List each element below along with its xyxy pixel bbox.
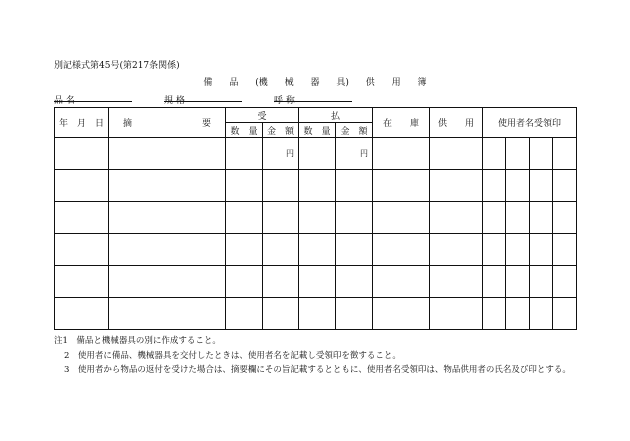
table-cell[interactable] <box>553 170 577 202</box>
table-cell[interactable] <box>553 234 577 266</box>
spec-label: 規 格 <box>164 96 185 106</box>
table-cell[interactable] <box>226 298 263 330</box>
table-cell[interactable] <box>299 170 336 202</box>
title-char: 用 <box>391 78 401 88</box>
table-cell[interactable] <box>55 298 109 330</box>
table-cell[interactable] <box>506 298 530 330</box>
table-cell[interactable] <box>109 234 226 266</box>
table-cell[interactable] <box>299 138 336 170</box>
table-cell[interactable] <box>553 298 577 330</box>
title-char: 備 <box>203 78 213 88</box>
table-cell[interactable] <box>483 234 506 266</box>
summary-header <box>109 108 226 138</box>
table-cell[interactable] <box>263 266 299 298</box>
table-row <box>55 266 577 298</box>
user-seal-header: 使用者名受領印 <box>483 108 577 138</box>
table-cell[interactable] <box>483 266 506 298</box>
supply-header: 供 用 <box>430 108 483 138</box>
table-cell[interactable] <box>336 234 373 266</box>
table-cell[interactable] <box>336 298 373 330</box>
table-cell[interactable] <box>226 138 263 170</box>
table-cell[interactable] <box>483 298 506 330</box>
table-cell[interactable] <box>430 138 483 170</box>
call-name-line[interactable] <box>274 101 352 102</box>
table-cell[interactable] <box>263 298 299 330</box>
spec-line[interactable] <box>164 101 242 102</box>
notes <box>54 334 571 378</box>
yen-unit: 円 <box>286 148 295 158</box>
table-cell[interactable] <box>483 170 506 202</box>
receipt-quantity-header: 数 量 <box>226 123 263 138</box>
table-cell[interactable] <box>506 202 530 234</box>
table-cell[interactable] <box>263 234 299 266</box>
table-cell[interactable] <box>336 138 373 170</box>
yen-unit: 円 <box>360 148 369 158</box>
table-cell[interactable] <box>483 202 506 234</box>
table-cell[interactable] <box>263 170 299 202</box>
table-cell[interactable] <box>55 138 109 170</box>
table-cell[interactable] <box>109 170 226 202</box>
ledger-table <box>54 107 577 330</box>
table-cell[interactable] <box>553 202 577 234</box>
title-char: 品 <box>229 78 239 88</box>
title-char: (機 <box>255 78 268 88</box>
note-2: 2 使用者に備品、機械器具を交付したときは、使用者名を記載し受領印を徴すること。 <box>64 350 401 361</box>
title-char: 械 <box>284 78 294 88</box>
table-cell[interactable] <box>109 266 226 298</box>
table-cell[interactable] <box>373 202 430 234</box>
item-name-label: 品 名 <box>54 96 75 106</box>
table-cell[interactable] <box>373 234 430 266</box>
payment-amount-header: 金 額 <box>336 123 373 138</box>
table-cell[interactable] <box>506 266 530 298</box>
call-name-label: 呼 称 <box>274 96 295 106</box>
table-cell[interactable] <box>299 266 336 298</box>
payment-quantity-header: 数 量 <box>299 123 336 138</box>
payment-header: 払 <box>299 108 373 123</box>
form-reference: 別記様式第45号(第217条関係) <box>54 61 180 71</box>
ledger-body <box>55 138 577 330</box>
table-cell[interactable] <box>226 202 263 234</box>
receipt-header: 受 <box>226 108 299 123</box>
title-char: 器 <box>310 78 320 88</box>
table-cell[interactable] <box>530 138 553 170</box>
table-cell[interactable] <box>553 266 577 298</box>
table-cell[interactable] <box>263 202 299 234</box>
table-cell[interactable] <box>55 234 109 266</box>
table-cell[interactable] <box>430 234 483 266</box>
receipt-amount-header: 金 額 <box>263 123 299 138</box>
table-cell[interactable] <box>430 298 483 330</box>
table-cell[interactable] <box>336 266 373 298</box>
table-row <box>55 170 577 202</box>
table-cell[interactable] <box>263 138 299 170</box>
form-title <box>0 75 630 88</box>
table-cell[interactable] <box>226 234 263 266</box>
table-cell[interactable] <box>506 170 530 202</box>
table-row <box>55 234 577 266</box>
table-cell[interactable] <box>430 266 483 298</box>
stock-header: 在 庫 <box>373 108 430 138</box>
table-cell[interactable] <box>55 170 109 202</box>
table-cell[interactable] <box>530 234 553 266</box>
table-cell[interactable] <box>506 234 530 266</box>
table-cell[interactable] <box>553 138 577 170</box>
table-cell[interactable] <box>109 202 226 234</box>
table-cell[interactable] <box>373 298 430 330</box>
title-char: 具) <box>336 78 349 88</box>
table-cell[interactable] <box>109 138 226 170</box>
note-3: 3 使用者から物品の返付を受けた場合は、摘要欄にその旨記載するとともに、使用者名受領印は、物品供用者の氏名及び印とする。 <box>64 365 571 375</box>
table-cell[interactable] <box>530 170 553 202</box>
table-cell[interactable] <box>530 202 553 234</box>
title-char: 供 <box>365 78 375 88</box>
table-cell[interactable] <box>55 266 109 298</box>
table-cell[interactable] <box>373 138 430 170</box>
table-cell[interactable] <box>299 298 336 330</box>
table-row <box>55 298 577 330</box>
table-cell[interactable] <box>373 170 430 202</box>
title-char: 簿 <box>417 78 427 88</box>
table-cell[interactable] <box>483 138 506 170</box>
table-cell[interactable] <box>109 298 226 330</box>
item-name-line[interactable] <box>54 101 132 102</box>
table-cell[interactable] <box>530 266 553 298</box>
table-cell[interactable] <box>299 202 336 234</box>
table-cell[interactable] <box>430 170 483 202</box>
table-cell[interactable] <box>226 266 263 298</box>
table-row <box>55 202 577 234</box>
table-cell[interactable] <box>336 202 373 234</box>
summary-header-b: 要 <box>202 119 212 129</box>
table-cell[interactable] <box>530 298 553 330</box>
table-cell[interactable] <box>55 202 109 234</box>
summary-header-a: 摘 <box>122 119 132 129</box>
table-row <box>55 138 577 170</box>
table-cell[interactable] <box>299 234 336 266</box>
table-cell[interactable] <box>506 138 530 170</box>
table-cell[interactable] <box>226 170 263 202</box>
note-1: 注1 備品と機械器具の別に作成すること。 <box>54 336 221 346</box>
table-cell[interactable] <box>336 170 373 202</box>
table-cell[interactable] <box>430 202 483 234</box>
date-header: 年 月 日 <box>55 108 109 138</box>
table-cell[interactable] <box>373 266 430 298</box>
